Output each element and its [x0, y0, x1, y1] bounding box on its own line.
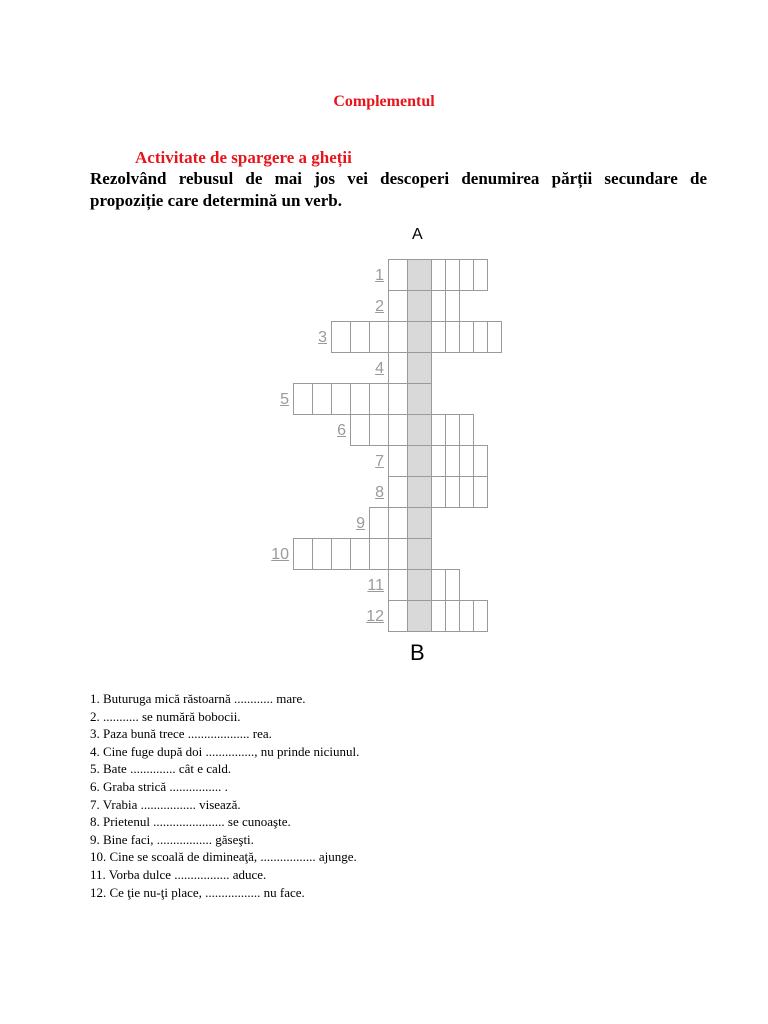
crossword-key-cell[interactable] — [407, 569, 432, 601]
crossword-row-number: 2 — [375, 298, 384, 315]
crossword-cell[interactable] — [388, 476, 408, 508]
crossword-cell[interactable] — [388, 414, 408, 446]
clue-item-1: 1. Buturuga mică răstoarnă ............ mare. — [90, 691, 306, 706]
crossword-cell[interactable] — [388, 445, 408, 477]
crossword-key-cell[interactable] — [407, 290, 432, 322]
crossword-row-number: 10 — [271, 546, 289, 563]
crossword-cell[interactable] — [459, 414, 474, 446]
crossword-cell[interactable] — [388, 600, 408, 632]
crossword-key-cell[interactable] — [407, 600, 432, 632]
crossword-cell[interactable] — [369, 321, 389, 353]
clue-item-2: 2. ........... se numără bobocii. — [90, 708, 241, 724]
crossword-row-number: 7 — [375, 453, 384, 470]
crossword-row-number: 3 — [318, 329, 327, 346]
crossword-row-number: 6 — [337, 422, 346, 439]
crossword-key-cell[interactable] — [407, 352, 432, 384]
crossword-cell[interactable] — [459, 476, 474, 508]
crossword-cell[interactable] — [445, 476, 460, 508]
crossword-cell[interactable] — [388, 569, 408, 601]
crossword-cell[interactable] — [388, 352, 408, 384]
crossword-cell[interactable] — [350, 538, 370, 570]
clue-item-8: 8. Prietenul ...................... se cunoaşte. — [90, 814, 291, 830]
crossword-row-number: 4 — [375, 360, 384, 377]
crossword-cell[interactable] — [388, 383, 408, 415]
crossword-cell[interactable] — [445, 414, 460, 446]
crossword-cell[interactable] — [369, 538, 389, 570]
clue-list — [90, 690, 359, 901]
crossword-cell[interactable] — [445, 290, 460, 322]
crossword-cell[interactable] — [312, 383, 332, 415]
crossword-cell[interactable] — [388, 538, 408, 570]
section-subtitle: Activitate de spargere a gheții — [135, 148, 352, 167]
crossword-cell[interactable] — [388, 290, 408, 322]
clue-item-10: 10. Cine se scoală de dimineaţă, ................. ajunge. — [90, 849, 357, 865]
crossword-cell[interactable] — [431, 600, 446, 632]
crossword-cell[interactable] — [473, 445, 488, 477]
crossword-row-number: 1 — [375, 267, 384, 284]
crossword-cell[interactable] — [369, 414, 389, 446]
crossword-cell[interactable] — [431, 445, 446, 477]
crossword-row-number: 9 — [356, 515, 365, 532]
crossword-cell[interactable] — [388, 507, 408, 539]
crossword-cell[interactable] — [431, 259, 446, 291]
crossword-row-number: 12 — [366, 608, 384, 625]
crossword-cell[interactable] — [293, 538, 313, 570]
crossword-cell[interactable] — [369, 383, 389, 415]
crossword-cell[interactable] — [331, 538, 351, 570]
crossword-cell[interactable] — [369, 507, 389, 539]
crossword-cell[interactable] — [312, 538, 332, 570]
crossword-cell[interactable] — [473, 600, 488, 632]
crossword-cell[interactable] — [445, 600, 460, 632]
instructions-line-1: Rezolvând rebusul de mai jos vei descoperi denumirea părții secundare de — [90, 169, 707, 188]
clue-item-7: 7. Vrabia ................. visează. — [90, 796, 241, 812]
clue-item-4: 4. Cine fuge după doi ..............., nu prinde niciunul. — [90, 743, 360, 759]
crossword-cell[interactable] — [473, 259, 488, 291]
crossword-cell[interactable] — [487, 321, 502, 353]
clue-item-6: 6. Graba strică ................ . — [90, 778, 228, 794]
crossword-key-cell[interactable] — [407, 445, 432, 477]
crossword-cell[interactable] — [293, 383, 313, 415]
crossword-cell[interactable] — [459, 321, 474, 353]
crossword-row-number: 11 — [367, 577, 384, 594]
crossword-cell[interactable] — [431, 414, 446, 446]
crossword-cell[interactable] — [445, 445, 460, 477]
crossword-key-cell[interactable] — [407, 538, 432, 570]
crossword-key-cell[interactable] — [407, 321, 432, 353]
page-title: Complementul — [333, 93, 435, 110]
crossword-key-cell[interactable] — [407, 476, 432, 508]
crossword-cell[interactable] — [445, 321, 460, 353]
crossword-cell[interactable] — [388, 321, 408, 353]
crossword-cell[interactable] — [331, 321, 351, 353]
clue-item-9: 9. Bine faci, ................. găseşti. — [90, 831, 254, 847]
crossword-row-number: 8 — [375, 484, 384, 501]
crossword-cell[interactable] — [388, 259, 408, 291]
clue-item-11: 11. Vorba dulce ................. aduce. — [90, 866, 267, 882]
clue-item-12: 12. Ce ţie nu-ţi place, ................. nu face. — [90, 884, 305, 900]
key-column-label-top: A — [412, 226, 423, 243]
key-column-label-bottom: B — [410, 640, 425, 665]
crossword-cell[interactable] — [445, 259, 460, 291]
crossword-key-cell[interactable] — [407, 259, 432, 291]
crossword-cell[interactable] — [459, 600, 474, 632]
clue-item-5: 5. Bate .............. cât e cald. — [90, 761, 232, 777]
crossword-row-number: 5 — [280, 391, 289, 408]
crossword-cell[interactable] — [459, 445, 474, 477]
crossword-key-cell[interactable] — [407, 414, 432, 446]
crossword-cell[interactable] — [473, 476, 488, 508]
crossword-cell[interactable] — [431, 290, 446, 322]
crossword-cell[interactable] — [331, 383, 351, 415]
crossword-cell[interactable] — [350, 414, 370, 446]
crossword-cell[interactable] — [445, 569, 460, 601]
crossword-cell[interactable] — [459, 259, 474, 291]
crossword-cell[interactable] — [431, 321, 446, 353]
clue-item-3: 3. Paza bună trece ................... rea. — [90, 726, 272, 742]
crossword-key-cell[interactable] — [407, 507, 432, 539]
instructions-line-2: propoziție care determină un verb. — [90, 191, 342, 210]
crossword-cell[interactable] — [350, 383, 370, 415]
crossword-cell[interactable] — [473, 321, 488, 353]
crossword-key-cell[interactable] — [407, 383, 432, 415]
crossword-cell[interactable] — [431, 476, 446, 508]
crossword-cell[interactable] — [350, 321, 370, 353]
crossword-cell[interactable] — [431, 569, 446, 601]
